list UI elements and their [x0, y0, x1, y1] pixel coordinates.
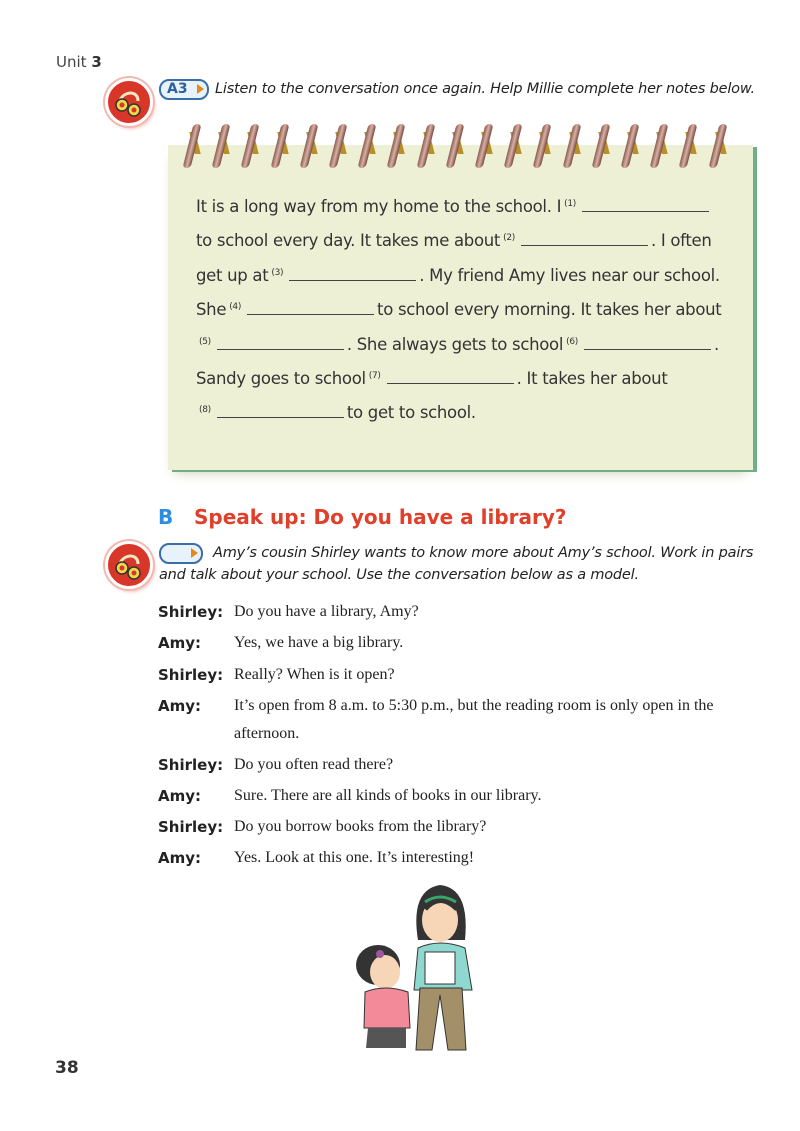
notes-line — [196, 231, 712, 250]
utterance: It’s open from 8 a.m. to 5:30 p.m., but the reading room is only open in the afternoon. — [234, 697, 714, 742]
blank-number: (6) — [566, 336, 578, 347]
b-instruction-line2: and talk about your school. Use the conversation below as a model. — [159, 567, 639, 583]
utterance: Do you have a library, Amy? — [234, 603, 419, 620]
speaker-name: Shirley: — [158, 666, 224, 684]
notes-line — [196, 369, 668, 388]
answer-blank[interactable] — [289, 266, 416, 281]
speaker-name: Amy: — [158, 849, 202, 867]
answer-blank[interactable] — [217, 403, 344, 418]
speaker-name: Amy: — [158, 634, 202, 652]
audio-track-badge[interactable] — [159, 543, 203, 564]
blank-number: (4) — [229, 302, 242, 313]
answer-blank[interactable] — [582, 197, 709, 212]
blank-number: (5) — [199, 336, 211, 347]
audio-track-badge[interactable] — [159, 79, 209, 100]
utterance: Do you borrow books from the library? — [234, 818, 487, 835]
answer-blank[interactable] — [247, 300, 374, 315]
utterance: Really? When is it open? — [234, 666, 395, 683]
utterance: Sure. There are all kinds of books in our library. — [234, 787, 542, 804]
utterance: Do you often read there? — [234, 756, 394, 773]
notes-text-segment: . — [714, 334, 719, 354]
headphones-icon — [105, 78, 153, 126]
notes-text-segment: Sandy goes to school — [196, 369, 366, 388]
utterance: Yes, we have a big library. — [234, 634, 404, 651]
notes-line — [196, 266, 720, 285]
section-letter: B — [158, 505, 174, 529]
notes-line — [196, 403, 476, 422]
notes-text-segment: to get to school. — [346, 403, 476, 423]
utterance: Yes. Look at this one. It’s interesting! — [234, 849, 475, 866]
blank-number: (1) — [564, 199, 577, 209]
play-icon — [191, 548, 198, 558]
blank-number: (8) — [199, 405, 211, 416]
blank-number: (3) — [271, 267, 284, 278]
play-icon — [197, 84, 204, 94]
notes-text-segment: It is a long way from my home to the school. I — [196, 197, 562, 216]
page-number: 38 — [55, 1058, 79, 1078]
notes-text-segment: . She always gets to school — [346, 334, 564, 354]
speaker-name: Amy: — [158, 787, 202, 805]
unit-number: 3 — [91, 53, 102, 71]
answer-blank[interactable] — [387, 369, 514, 384]
girls-reading-illustration — [340, 880, 490, 1055]
b-instruction-line1: Amy’s cousin Shirley wants to know more about Amy’s school. Work in pairs — [213, 545, 754, 561]
notes-text-segment: to school every morning. It takes her about — [377, 300, 722, 320]
notes-text-segment: She — [196, 300, 227, 320]
track-label: A3 — [167, 81, 188, 97]
speaker-name: Shirley: — [158, 818, 224, 836]
unit-label — [56, 53, 102, 71]
speaker-name: Amy: — [158, 697, 202, 715]
notes-line — [196, 197, 712, 216]
answer-blank[interactable] — [217, 335, 344, 350]
headphones-icon — [105, 541, 153, 589]
speaker-name: Shirley: — [158, 603, 224, 621]
answer-blank[interactable] — [584, 335, 711, 350]
a3-instruction: Listen to the conversation once again. Help Millie complete her notes below. — [215, 81, 755, 97]
notes-line — [196, 300, 721, 319]
notes-text-segment: . I often — [650, 231, 712, 251]
notes-text-segment: to school every day. It takes me about — [196, 231, 501, 251]
answer-blank[interactable] — [521, 231, 648, 246]
unit-text: Unit — [56, 53, 87, 71]
speaker-name: Shirley: — [158, 756, 224, 774]
notes-text-segment: . My friend Amy lives near our school. — [419, 265, 720, 285]
blank-number: (7) — [368, 371, 381, 381]
section-title: Speak up: Do you have a library? — [194, 505, 567, 529]
notes-line — [196, 335, 719, 354]
blank-number: (2) — [503, 233, 515, 244]
notes-text-segment: . It takes her about — [516, 369, 668, 388]
notes-text-segment: get up at — [196, 265, 269, 285]
